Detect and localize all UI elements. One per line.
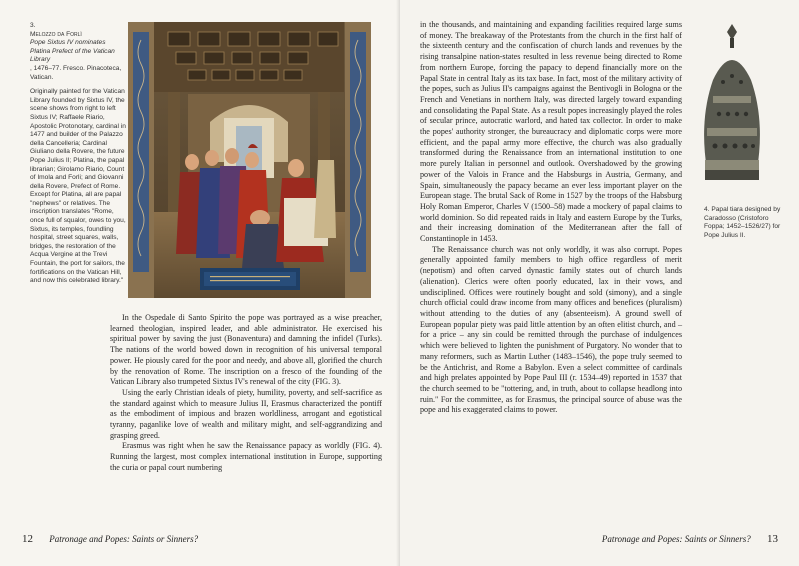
caption-number: 3. [30, 22, 36, 29]
page-number: 13 [767, 533, 778, 545]
paragraph: In the Ospedale di Santo Spirito the pope was portrayed as a wise preacher, learned theologian, inspired leader, and able administrator. He exercised his spiritual power by saving the just (Bonaventura) and damning the infidel (Turks). The nations of the world bowed down in recognition of his universal temporal power. He piously cared for the poor and needy, and above all, glorified the church by the renovation of Rome. The inscription on a fresco of the founding of the Vatican Library also trumpeted Sixtus IV's renewal of the city (FIG. 3). [110, 313, 382, 387]
running-head: Patronage and Popes: Saints or Sinners? [49, 534, 199, 544]
tiara-image [693, 20, 771, 190]
paragraph: Using the early Christian ideals of piety, humility, poverty, and self-sacrifice as the standard against which to measure Julius II, Erasmus characterized the pontiff as the embodiment of impious and brazen worldliness, arrogant and egotistical tyranny, paganlike love of wealth and military might, and self-aggrandizing and grasping greed. [110, 387, 382, 440]
caption-title: Pope Sixtus IV nominates Platina Prefect of the Vatican Library [30, 39, 115, 64]
caption-artist: Melozzo da Forlì [30, 30, 82, 38]
page-number: 12 [22, 533, 33, 545]
left-page [0, 0, 399, 566]
paragraph: in the thousands, and maintaining and expanding facilities required large sums of money. The breakaway of the Protestants from the church in the first half of the sixteenth century and the confiscation of church lands and revenues by the rising transalpine nation-states resulted in less revenue being directed to Rome from northern Europe, forcing the papacy to depend financially more on the Papal State in central Italy as its tax base. In fact, most of the military activity of the popes, such as Julius II's campaigns against the Bentivogli in Bologna or the French and Venetians in northern Italy, was directed largely toward expanding and consolidating the Papal State. As a result popes increasingly played the roles of secular prince, autocratic warlord, and hated tax collector. In order to make the popes' authority stronger, the bureaucracy and diplomatic corps were more efficient, and the papal army more effective, the church was also gradually transformed during the Renaissance from an international institution to one more purely Italian in personnel and outlook. Overshadowed by the growing power of the Valois in France and the Habsburgs in Austria, Germany, and Spain, simultaneously the papacy became an ever less important player on the European stage. The brutal Sack of Rome in 1527 by the troops of the Habsburg Holy Roman Emperor, Charles V (1500–58) made a mockery of papal claims to world dominion. So did repeated raids in Italy and eastern Europe by the Turks, and their increasing domination of the Mediterranean after the fall of Constantinople in 1453. [420, 20, 682, 244]
right-body-text [420, 20, 682, 416]
paragraph: Erasmus was right when he saw the Renaissance papacy as worldly (FIG. 4). Running the largest, most complex international institution in Europe, supporting the curia or papal court numbering [110, 441, 382, 472]
figure-4-caption: 4. Papal tiara designed by Caradosso (Cristoforo Foppa; 1452–1526/27) for Pope Julius II. [704, 206, 781, 239]
running-head: Patronage and Popes: Saints or Sinners? [601, 534, 751, 544]
caption-description: Originally painted for the Vatican Library founded by Sixtus IV, the scene shows from right to left Sixtus IV; Raffaele Riario, Apostolic Protonotary, cardinal in 1477 and builder of the Palazzo della Cancelleria; Cardinal Giuliano della Rovere, the future Pope Julius II; Platina, the papal librarian; Girolamo Riario, Count of Imola and Forli; and Giovanni della Rovere, Prefect of Rome. Except for Platina, all are papal "nephews" or relatives. The inscription translates "Rome, once full of squalor, owes to you, Sixtus, its temples, foundling hospital, street squares, walls, bridges, the restoration of the Acqua Vergine at the Trevi Fountain, the port for sailors, the fortifications on the Vatican Hill, and now this celebrated library." [30, 88, 126, 285]
fresco-image [128, 22, 371, 298]
caption-meta: , 1476–77. Fresco. Pinacoteca, Vatican. [30, 64, 122, 81]
left-body-text [110, 313, 382, 474]
left-footer [22, 533, 382, 545]
paragraph: The Renaissance church was not only worldly, it was also corrupt. Popes generally appointed family members to high office regardless of merit (nepotism) and often carved dynastic family states out of church lands (alienation). Clerics were often poorly educated, lax in their vows, and undisciplined. Offices were routinely bought and sold (simony), and a single church official could draw income from many offices and benefices (pluralism) without attending to the duties of any (absenteeism). A ground swell of European popular piety was paid little attention by an often elitist church, and – for a price – any sin could be remitted through the purchase of indulgences which were believed to lighten the punishment of Purgatory. No wonder that to many reformers, such as Martin Luther (1483–1546), the pope truly seemed to be the Antichrist, and Rome a Babylon. Even a select committee of cardinals and high prelates appointed by Pope Paul III (r. 1534–49) reported in 1537 that the church seemed to be "tottering, and, in truth, about to collapse headlong into ruin." For the committee, as for Erasmus, the principal source of abuse was the pope and his exaggerated claims to power. [420, 244, 682, 415]
figure-3-caption [30, 22, 126, 286]
right-footer [588, 533, 778, 545]
